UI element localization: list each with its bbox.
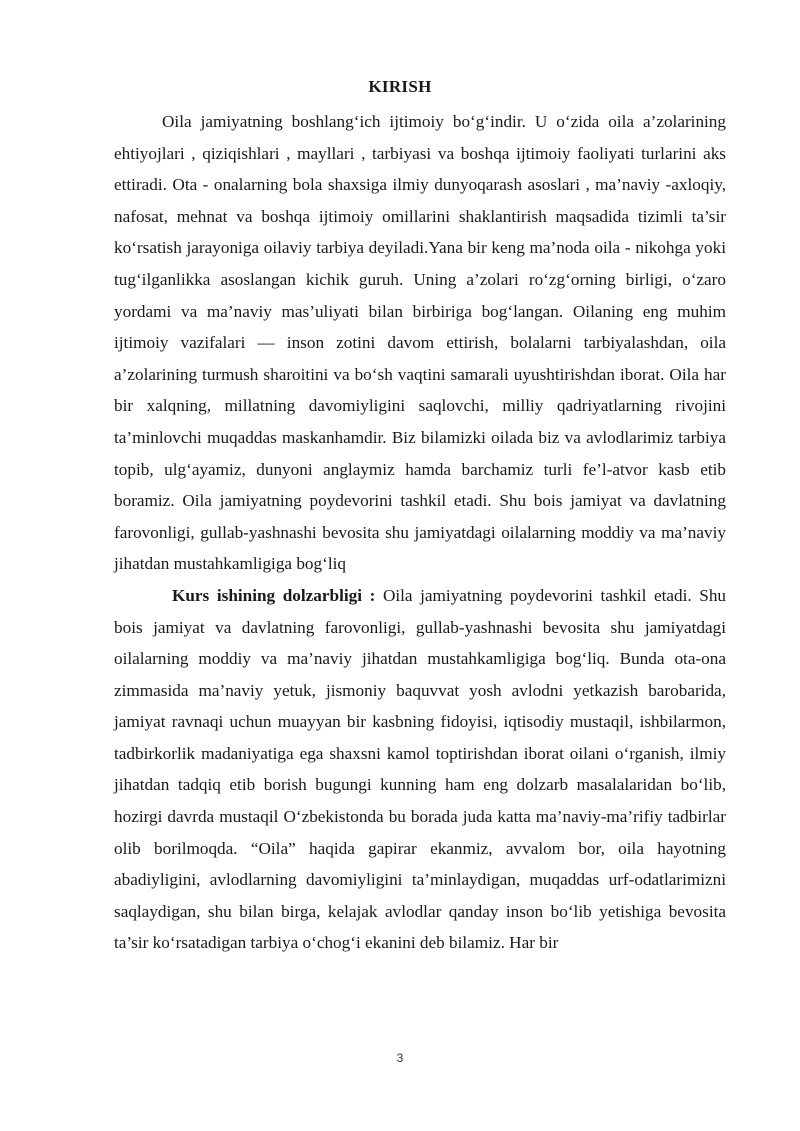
intro-paragraph bbox=[114, 106, 726, 580]
paragraph-text: Oila jamiyatning boshlang‘ich ijtimoiy bo‘g‘indir. U o‘zida oila a’zolarining ehtiyojlari , qiziqishlari , mayllari , tarbiyasi va boshqa ijtimoiy faoliyati turlarini aks ettiradi. Ota - onalarning bola shaxsiga ilmiy dunyoqarash asoslari , ma’naviy -axloqiy, nafosat, mehnat va boshqa ijtimoiy omillarini shaklantirish maqsadida tizimli ta’sir ko‘rsatish jarayoniga oilaviy tarbiya deyiladi.Yana bir keng ma’noda oila - nikohga yoki tug‘ilganlikka asoslangan kichik guruh. Uning a’zolari ro‘zg‘orning birligi, o‘zaro yordami va ma’naviy mas’uliyati bilan birbiriga bog‘langan. Oilaning eng muhim ijtimoiy vazifalari — inson zotini davom ettirish, bolalarni tarbiyalashdan, oila a’zolarining turmush sharoitini va bo‘sh vaqtini samarali uyushtirishdan iborat. Oila har bir xalqning, millatning davomiyligini saqlovchi, milliy qadriyatlarning rivojini ta’minlovchi muqaddas maskanhamdir. Biz bilamizki oilada biz va avlodlarimiz tarbiya topib, ulg‘ayamiz, dunyoni anglaymiz hamda barchamiz turli fe’l-atvor kasb etib boramiz. Oila jamiyatning poydevorini tashkil etadi. Shu bois jamiyat va davlatning farovonligi, gullab-yashnashi bevosita shu jamiyatdagi oilalarning moddiy va ma’naviy jihatdan mustahkamligiga bog‘liq bbox=[114, 112, 726, 574]
relevance-paragraph bbox=[114, 580, 726, 959]
paragraph-text: Oila jamiyatning poydevorini tashkil etadi. Shu bois jamiyat va davlatning farovonligi, gullab-yashnashi bevosita shu jamiyatdagi oilalarning moddiy va ma’naviy jihatdan mustahkamligiga bog‘liq. Bunda ota-ona zimmasida ma’naviy yetuk, jismoniy baquvvat yosh avlodni yetkazish barobarida, jamiyat ravnaqi uchun muayyan bir kasbning fidoyisi, iqtisodiy mustaqil, ishbilarmon, tadbirkorlik madaniyatiga ega shaxsni kamol toptirishdan iborat oilani o‘rganish, ilmiy jihatdan tadqiq etib borish bugungi kunning ham eng dolzarb masalalaridan bo‘lib, hozirgi davrda mustaqil O‘zbekistonda bu borada juda katta ma’naviy-ma’rifiy tadbirlar olib borilmoqda. “Oila” haqida gapirar ekanmiz, avvalom bor, oila hayotning abadiyligini, avlodlarning davomiyligini ta’minlaydigan, muqaddas urf-odatlarimizni saqlaydigan, shu bilan birga, kelajak avlodlar qanday inson bo‘lib yetishiga bevosita ta’sir ko‘rsatadigan tarbiya o‘chog‘i ekanini deb bilamiz. Har bir bbox=[114, 585, 727, 953]
paragraph-lead: Kurs ishining dolzarbligi : bbox=[172, 585, 376, 605]
page-title: KIRISH bbox=[368, 77, 432, 96]
page-number: 3 bbox=[396, 1051, 404, 1065]
body-text bbox=[114, 106, 726, 959]
